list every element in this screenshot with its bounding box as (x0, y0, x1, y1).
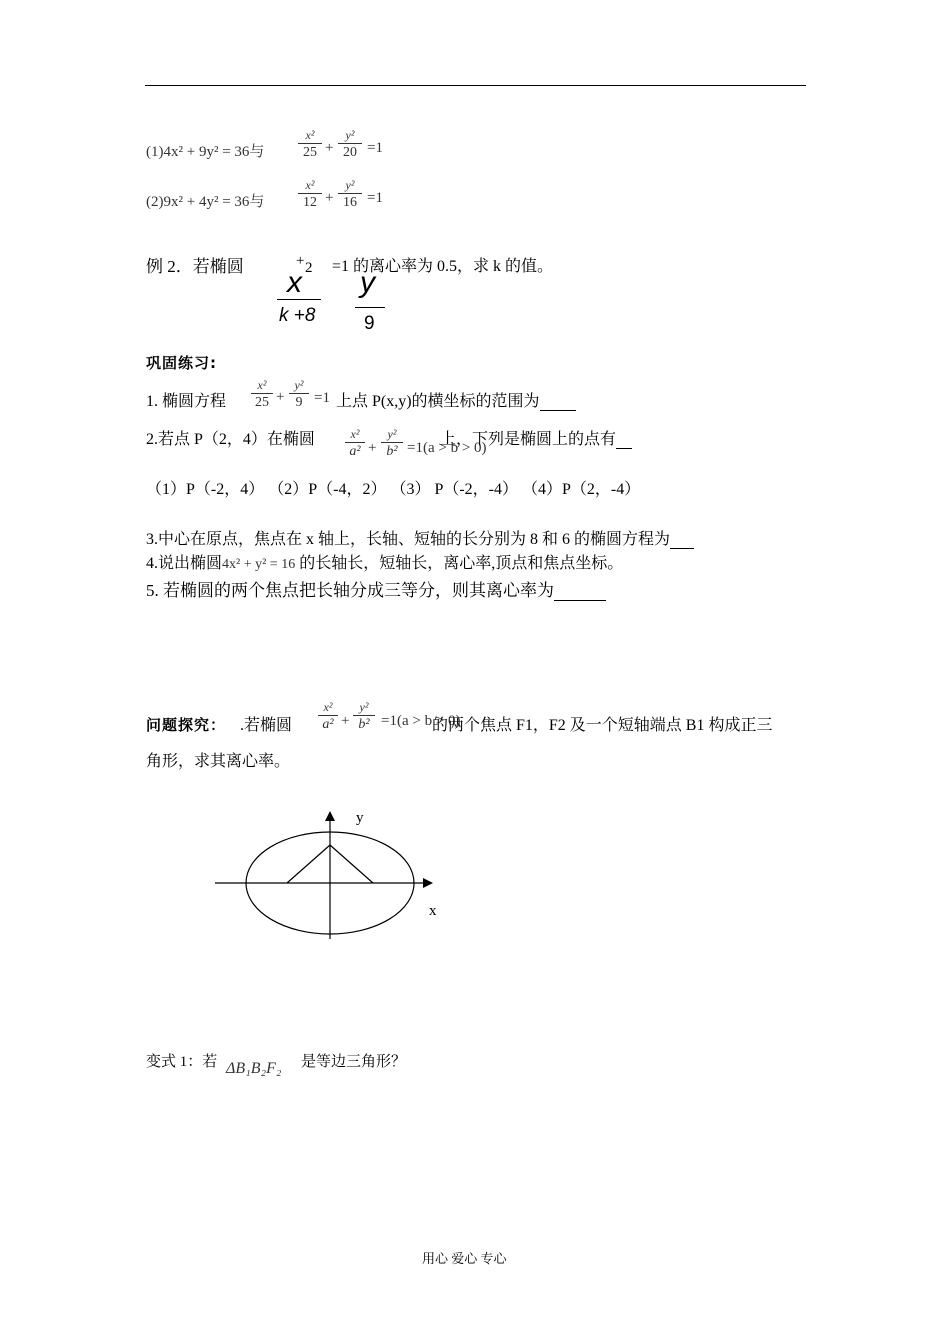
item2-prefix: (2) (146, 194, 164, 210)
explore-heading: 问题探究： (146, 716, 227, 734)
explore-text-b: 的两个焦点 F1，F2 及一个短轴端点 B1 构成正三 (432, 717, 773, 734)
header-rule (145, 85, 806, 86)
practice-q3-blank[interactable] (670, 532, 694, 549)
item2-equation (146, 190, 264, 211)
practice-heading: 巩固练习: (146, 354, 217, 372)
practice-q2-condition: =1(a > b > 0) (407, 440, 487, 456)
triangle-left-side (287, 845, 330, 883)
explore-condition: =1(a > b > 0) (381, 713, 461, 729)
item1-prefix: (1) (146, 144, 164, 160)
example2-two: 2 (305, 260, 313, 276)
triangle-right-side (330, 845, 373, 883)
practice-q2-blank[interactable] (616, 432, 632, 449)
y-axis-label: y (356, 810, 364, 826)
item2-connector: 与 (249, 194, 265, 210)
example2-den-x: k +8 (279, 305, 316, 326)
item1-fraction-2: $\frac{\text{y²}}{20}$ (338, 127, 362, 162)
practice-q2-prefix: 2.若点 P（2，4）在椭圆 (146, 431, 315, 448)
practice-q1-fraction-2: $\frac{\text{y²}}{9}$ (289, 377, 309, 412)
item1-equation (146, 140, 264, 161)
practice-q3: 3.中心在原点，焦点在 x 轴上，长轴、短轴的长分别为 8 和 6 的椭圆方程为 (146, 526, 694, 549)
y-axis-arrow (325, 811, 335, 821)
practice-q1-prefix: 1. 椭圆方程 (146, 393, 227, 410)
example2-den-y: 9 (364, 313, 375, 334)
example2-fraction-bar-1 (277, 299, 321, 300)
practice-q2-fraction-2: $\frac{\text{y²}}{\text{b²}}$ (381, 426, 403, 461)
item1-eq-left: 4x² + 9y² = 36 (163, 144, 250, 160)
explore-text-a: .若椭圆 (240, 717, 293, 734)
explore-fraction-1: $\frac{\text{x²}}{\text{a²}}$ (318, 699, 338, 734)
item2-eq-right: =1 (367, 190, 383, 206)
practice-q4-equation: 4x² + y² = 16 (222, 557, 296, 572)
practice-q2-suffix: 上，下列是椭圆上的点有 (440, 426, 632, 449)
item2-eq-left: 9x² + 4y² = 36 (163, 194, 250, 210)
item1-eq-right: =1 (367, 140, 383, 156)
x-axis-label: x (429, 903, 437, 919)
ellipse-figure (205, 805, 450, 945)
item1-connector: 与 (249, 144, 265, 160)
practice-q2-fraction-1: $\frac{\text{x²}}{\text{a²}}$ (345, 426, 365, 461)
page-footer: 用心 爱心 专心 (422, 1251, 507, 1266)
practice-q5-blank[interactable] (554, 584, 606, 601)
x-axis-arrow (423, 878, 433, 888)
item2-fraction-2: $\frac{\text{y²}}{16}$ (338, 177, 362, 212)
item2-fraction-1: $\frac{\text{x²}}{12}$ (298, 177, 322, 212)
variant-suffix: 是等边三角形？ (301, 1054, 407, 1070)
practice-q5: 5. 若椭圆的两个焦点把长轴分成三等分，则其离心率为 (146, 576, 606, 601)
practice-q1-plus: + (276, 389, 285, 405)
variant-triangle: ΔB₁B₂F₂ (226, 1060, 282, 1077)
practice-q4: 4.说出椭圆4x² + y² = 16 的长轴长，短轴长，离心率,顶点和焦点坐标。 (146, 555, 624, 572)
practice-q1-eq: =1 (314, 390, 330, 406)
practice-q1-fraction-1: $\frac{\text{x²}}{25}$ (251, 377, 273, 412)
example2-big-y: y (360, 266, 375, 299)
example2-big-x: x (287, 266, 302, 299)
item1-plus: + (325, 140, 334, 156)
explore-plus: + (341, 713, 350, 729)
example2-plus: + (296, 253, 305, 269)
item2-plus: + (325, 190, 334, 206)
practice-q2-options: （1）P（-2，4） （2）P（-4，2） （3） P（-2，-4） （4）P（2，-4） (146, 481, 641, 498)
item1-fraction-1: $\frac{\text{x²}}{25}$ (298, 127, 322, 162)
practice-q1-suffix: 上点 P(x,y)的横坐标的范围为 (336, 388, 576, 411)
practice-q2-plus: + (368, 440, 377, 456)
explore-fraction-2: $\frac{\text{y²}}{\text{b²}}$ (353, 699, 375, 734)
practice-q1-blank[interactable] (540, 394, 576, 411)
example2-label: 例 2．若椭圆 (146, 257, 244, 276)
example2-fraction-bar-2 (355, 307, 385, 308)
explore-text-c: 角形，求其离心率。 (146, 753, 291, 770)
variant-prefix: 变式 1：若 (146, 1054, 218, 1070)
example2-text: =1 的离心率为 0.5，求 k 的值。 (332, 258, 554, 275)
